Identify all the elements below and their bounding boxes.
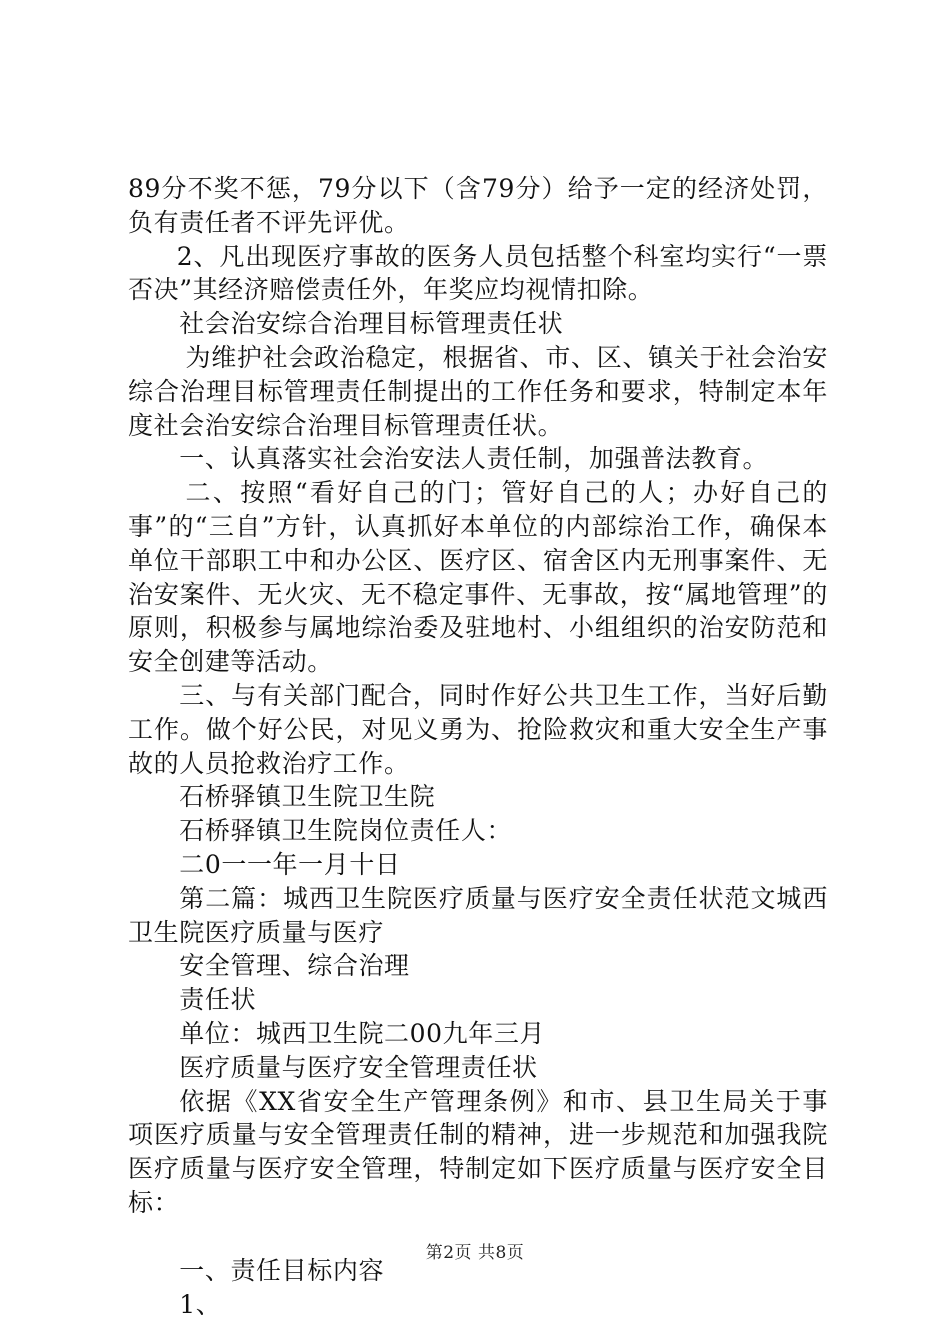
responsibility-goals-item-one: 1、 [179,1289,222,1319]
paragraph-item-two: 二、按照“看好自己的门；管好自己的人；办好自己的事”的“三自”方针，认真抓好本单位的内部综治工作，确保本单位干部职工中和办公区、医疗区、宿舍区内无刑事案件、无治安案件、无火灾、无不稳定事件、无事故，按“属地管理”的原则，积极参与属地综治委及驻地村、小组组织的治安防范和安全创建等活动。 [128,478,828,677]
chapter-two-subtitle: 安全管理、综合治理 [179,951,410,981]
paragraph-item-one: 一、认真落实社会治安法人责任制，加强普法教育。 [179,444,769,474]
chapter-two-unit-date: 单位：城西卫生院二00九年三月 [179,1018,546,1048]
paragraph-reward-penalty: 89分不奖不惩，79分以下（含79分）给予一定的经济处罚，负有责任者不评先评优。 [128,174,828,237]
signature-responsible-person: 石桥驿镇卫生院岗位责任人： [179,816,513,846]
page-number-footer: 第2页 共8页 [425,1243,525,1263]
paragraph-intro: 为维护社会政治稳定，根据省、市、区、镇关于社会治安综合治理目标管理责任制提出的工作任务和要求，特制定本年度社会治安综合治理目标管理责任状。 [128,342,828,440]
paragraph-item-three: 三、与有关部门配合，同时作好公共卫生工作，当好后勤工作。做个好公民，对见义勇为、抢险救灾和重大安全生产事故的人员抢救治疗工作。 [128,680,828,778]
chapter-two-title-word: 责任状 [179,985,257,1015]
chapter-two-responsibility-title: 医疗质量与医疗安全管理责任状 [179,1052,538,1082]
signature-organization: 石桥驿镇卫生院卫生院 [179,782,436,812]
responsibility-goals-heading: 一、责任目标内容 [179,1255,385,1285]
document-body [128,172,828,1321]
chapter-two-heading: 第二篇：城西卫生院医疗质量与医疗安全责任状范文城西卫生院医疗质量与医疗 [128,883,828,947]
chapter-two-basis-paragraph: 依据《XX省安全生产管理条例》和市、县卫生局关于事项医疗质量与安全管理责任制的精神，进一步规范和加强我院医疗质量与医疗安全管理，特制定如下医疗质量与医疗安全目标： [128,1086,828,1217]
section-heading-public-security: 社会治安综合治理目标管理责任状 [179,309,564,339]
signature-date: 二0一一年一月十日 [179,849,401,879]
paragraph-medical-accident: 2、凡出现医疗事故的医务人员包括整个科室均实行“一票否决”其经济赔偿责任外，年奖应均视情扣除。 [128,241,828,305]
